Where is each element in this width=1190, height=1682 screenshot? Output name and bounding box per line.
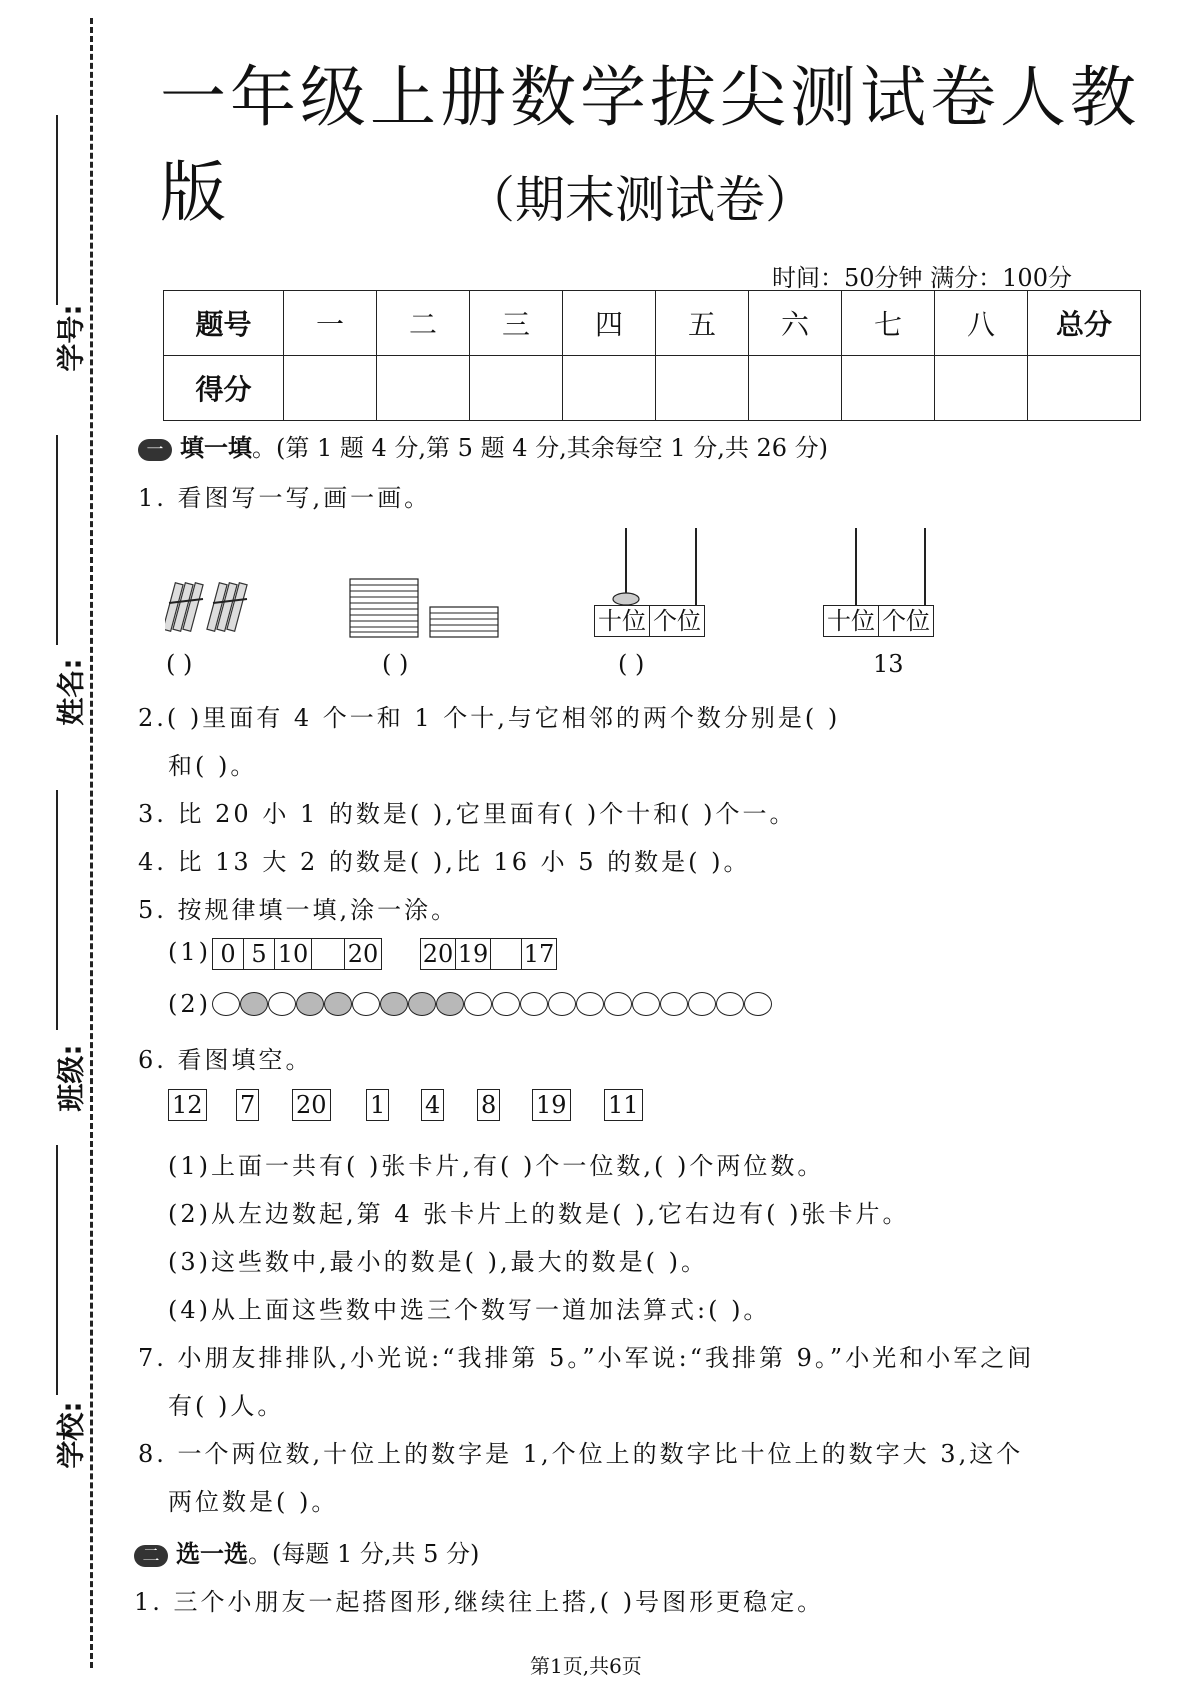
number-card: 4: [421, 1089, 444, 1121]
bundles-of-sticks-image: [165, 575, 260, 637]
question-6-part-3: (3)这些数中,最小的数是( ),最大的数是( )。: [168, 1248, 708, 1276]
score-cell[interactable]: [935, 356, 1028, 421]
bead-filled: [408, 992, 436, 1016]
bead-filled: [380, 992, 408, 1016]
number-sequence-1: [212, 938, 382, 970]
tens-label: 十位: [824, 606, 879, 636]
number-card: 12: [168, 1089, 207, 1121]
bead-empty[interactable]: [632, 992, 660, 1016]
abacus-rod-ones: [924, 528, 926, 606]
place-value-label-1: [594, 605, 705, 637]
bead-row: [212, 992, 772, 1016]
bead-filled: [240, 992, 268, 1016]
school-line[interactable]: [56, 1145, 58, 1395]
bead-empty[interactable]: [744, 992, 772, 1016]
score-header-row: [164, 291, 1141, 356]
section-note: 。(第 1 题 4 分,第 5 题 4 分,其余每空 1 分,共 26 分): [252, 434, 829, 462]
seq-cell: 5: [244, 939, 275, 969]
page-footer: 第1页,共6页: [530, 1654, 642, 1678]
question-1: 1. 看图写一写,画一画。: [138, 484, 432, 512]
section-title: 选一选: [176, 1540, 248, 1568]
bead-filled: [436, 992, 464, 1016]
seq-cell[interactable]: [312, 939, 345, 969]
seq-cell: 0: [213, 939, 244, 969]
bead-filled: [296, 992, 324, 1016]
student-id-label: 学号:: [54, 304, 88, 372]
score-row: [164, 356, 1141, 421]
bead-empty[interactable]: [716, 992, 744, 1016]
bead-empty[interactable]: [548, 992, 576, 1016]
question-2: 2.( )里面有 4 个一和 1 个十,与它相邻的两个数分别是( ): [138, 704, 841, 732]
answer-blank[interactable]: ( ): [382, 650, 409, 678]
question-3: 3. 比 20 小 1 的数是( ),它里面有( )个十和( )个一。: [138, 800, 797, 828]
abacus-rod-tens: [855, 528, 857, 606]
score-cell[interactable]: [377, 356, 470, 421]
answer-blank[interactable]: ( ): [618, 650, 645, 678]
bead-empty[interactable]: [688, 992, 716, 1016]
sub-label: (2): [168, 990, 211, 1018]
seq-cell: 20: [347, 940, 379, 968]
bead-filled: [324, 992, 352, 1016]
question-8: 8. 一个两位数,十位上的数字是 1,个位上的数字比十位上的数字大 3,这个: [138, 1440, 1024, 1468]
table-header-cell: 六: [749, 291, 842, 356]
name-label: 姓名:: [54, 658, 88, 726]
question-6-part-2: (2)从左边数起,第 4 张卡片上的数是( ),它右边有( )张卡片。: [168, 1200, 910, 1228]
class-label: 班级:: [54, 1044, 88, 1112]
number-card: 7: [236, 1089, 259, 1121]
seq-cell: 20: [421, 939, 456, 969]
question-4: 4. 比 13 大 2 的数是( ),比 16 小 5 的数是( )。: [138, 848, 751, 876]
table-header-cell: 五: [656, 291, 749, 356]
table-header-cell: 题号: [164, 291, 284, 356]
bead-empty[interactable]: [212, 992, 240, 1016]
section-title: 填一填: [180, 434, 252, 462]
table-header-cell: 八: [935, 291, 1028, 356]
ones-label: 个位: [882, 607, 930, 635]
section-2-question-1: 1. 三个小朋友一起搭图形,继续往上搭,( )号图形更稳定。: [134, 1588, 825, 1616]
bead-empty[interactable]: [492, 992, 520, 1016]
school-label: 学校:: [54, 1401, 88, 1469]
score-cell[interactable]: [284, 356, 377, 421]
tens-label: 十位: [595, 606, 650, 636]
question-6-part-1: (1)上面一共有( )张卡片,有( )个一位数,( )个两位数。: [168, 1152, 825, 1180]
name-line[interactable]: [56, 435, 58, 645]
bead-empty[interactable]: [520, 992, 548, 1016]
table-header-cell: 四: [563, 291, 656, 356]
bead-empty[interactable]: [268, 992, 296, 1016]
number-card: 1: [366, 1089, 389, 1121]
time-info: 时间：50分钟 满分：100分: [772, 264, 1072, 292]
section-2-heading: [134, 1534, 479, 1569]
question-6-part-4: (4)从上面这些数中选三个数写一道加法算式:( )。: [168, 1296, 771, 1324]
class-line[interactable]: [56, 790, 58, 1030]
seq-cell: 19: [456, 939, 491, 969]
section-note: 。(每题 1 分,共 5 分): [248, 1540, 480, 1568]
score-cell[interactable]: [470, 356, 563, 421]
question-2-cont: 和( )。: [168, 752, 258, 780]
bead-empty[interactable]: [604, 992, 632, 1016]
section-1-heading: [138, 428, 828, 463]
abacus-rod-ones: [695, 528, 697, 606]
page-subtitle: （期末测试卷）: [465, 171, 815, 229]
table-header-cell: 七: [842, 291, 935, 356]
seq-cell: 17: [523, 940, 555, 968]
answer-blank[interactable]: ( ): [166, 650, 193, 678]
bead-empty[interactable]: [464, 992, 492, 1016]
section-badge: 一: [138, 439, 172, 461]
place-value-label-2: [823, 605, 934, 637]
bead-empty[interactable]: [352, 992, 380, 1016]
number-card: 8: [477, 1089, 500, 1121]
stacked-blocks-image: [348, 577, 500, 641]
table-header-cell: 三: [470, 291, 563, 356]
table-header-cell: 总分: [1028, 291, 1141, 356]
section-badge: 二: [134, 1545, 168, 1567]
score-cell[interactable]: [749, 356, 842, 421]
score-cell[interactable]: [1028, 356, 1141, 421]
number-card: 20: [292, 1089, 331, 1121]
number-sequence-2: [420, 938, 557, 970]
bead-empty[interactable]: [660, 992, 688, 1016]
number-card: 19: [532, 1089, 571, 1121]
score-cell[interactable]: [842, 356, 935, 421]
question-6: 6. 看图填空。: [138, 1046, 313, 1074]
page-title: 一年级上册数学拔尖测试卷人教版: [160, 59, 1140, 231]
given-number: 13: [873, 650, 904, 678]
student-id-line[interactable]: [56, 115, 58, 305]
seq-cell[interactable]: [491, 939, 522, 969]
question-7: 7. 小朋友排排队,小光说:“我排第 5。”小军说:“我排第 9。”小光和小军之间: [138, 1344, 1035, 1372]
seq-cell: 10: [275, 939, 312, 969]
question-7-cont: 有( )人。: [168, 1392, 285, 1420]
number-card: 11: [604, 1089, 643, 1121]
score-row-label: 得分: [164, 356, 284, 421]
score-table: [163, 290, 1141, 421]
score-cell[interactable]: [563, 356, 656, 421]
score-cell[interactable]: [656, 356, 749, 421]
question-5: 5. 按规律填一填,涂一涂。: [138, 896, 459, 924]
table-header-cell: 一: [284, 291, 377, 356]
sub-label: (1): [168, 938, 211, 966]
table-header-cell: 二: [377, 291, 470, 356]
cut-line: [90, 18, 93, 1668]
ones-label: 个位: [653, 607, 701, 635]
abacus-bead: [611, 592, 641, 606]
question-8-cont: 两位数是( )。: [168, 1488, 339, 1516]
bead-empty[interactable]: [576, 992, 604, 1016]
